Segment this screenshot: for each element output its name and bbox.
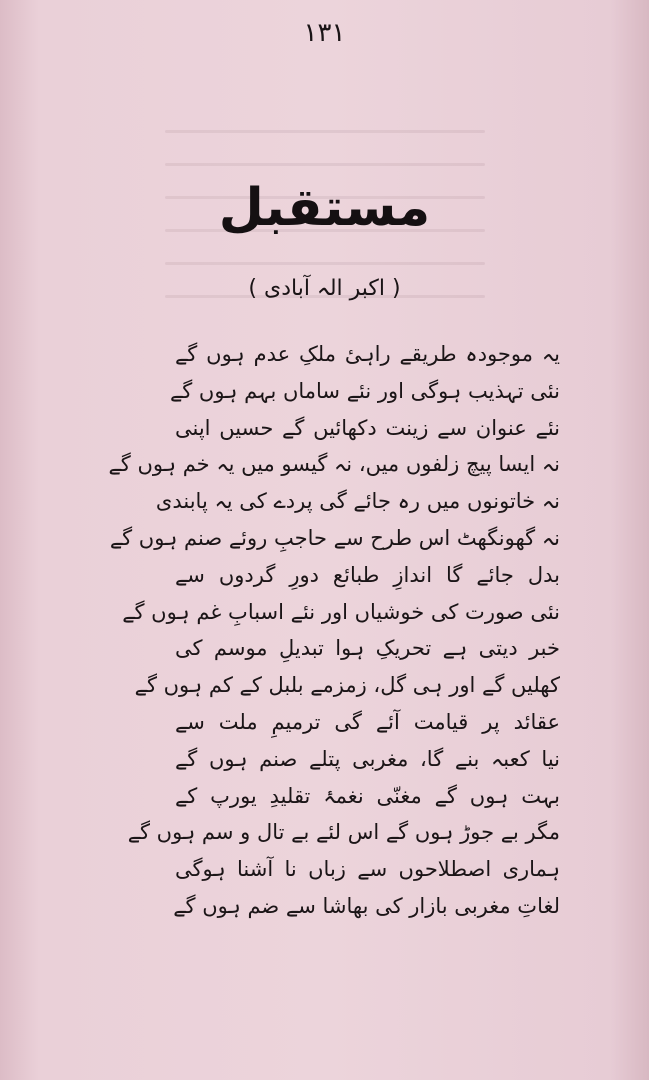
- poem-author: ( اکبر الہ آبادی ): [248, 276, 401, 301]
- poem-body: [108, 336, 560, 925]
- poem-line: نئی تہذیب ہوگی اور نئے ساماں بہم ہوں گے: [169, 378, 560, 403]
- poem-line: نئی صورت کی خوشیاں اور نئے اسبابِ غم ہوں گے: [122, 599, 560, 624]
- poem-line: خبر دیتی ہے تحریکِ ہوا تبدیلِ موسم کی: [175, 636, 560, 661]
- poem-title: مستقبل: [218, 178, 431, 238]
- poem-line: مگر بے جوڑ ہوں گے اس لئے بے تال و سم ہوں گے: [127, 820, 560, 845]
- poem-line: نہ گھونگھٹ اس طرح سے حاجبِ روئے صنم ہوں گے: [109, 525, 560, 550]
- poem-line: عقائد پر قیامت آئے گی ترمیمِ ملت سے: [175, 709, 560, 734]
- page-number: ۱۳۱: [303, 18, 346, 48]
- poem-line: لغاتِ مغربی بازار کی بھاشا سے ضم ہوں گے: [173, 893, 560, 918]
- poem-line: کھلیں گے اور ہی گل، زمزمے بلبل کے کم ہوں گے: [134, 673, 560, 698]
- poem-line: بدل جائے گا اندازِ طبائع دورِ گردوں سے: [175, 562, 560, 587]
- poem-line: یہ موجودہ طریقے راہیٔ ملکِ عدم ہوں گے: [175, 342, 560, 366]
- poem-line: ہماری اصطلاحوں سے زباں نا آشنا ہوگی: [175, 857, 560, 882]
- poem-line: نئے عنوان سے زینت دکھائیں گے حسیں اپنی: [175, 415, 560, 440]
- poem-line: نیا کعبہ بنے گا، مغربی پتلے صنم ہوں گے: [175, 746, 560, 771]
- poem-line: نہ ایسا پیچ زلفوں میں، نہ گیسو میں یہ خم ہوں گے: [108, 452, 560, 477]
- poem-line: نہ خاتونوں میں رہ جائے گی پردے کی یہ پابندی: [155, 489, 560, 514]
- poem-line: بہت ہوں گے مغنّی نغمۂ تقلیدِ یورپ کے: [175, 783, 560, 808]
